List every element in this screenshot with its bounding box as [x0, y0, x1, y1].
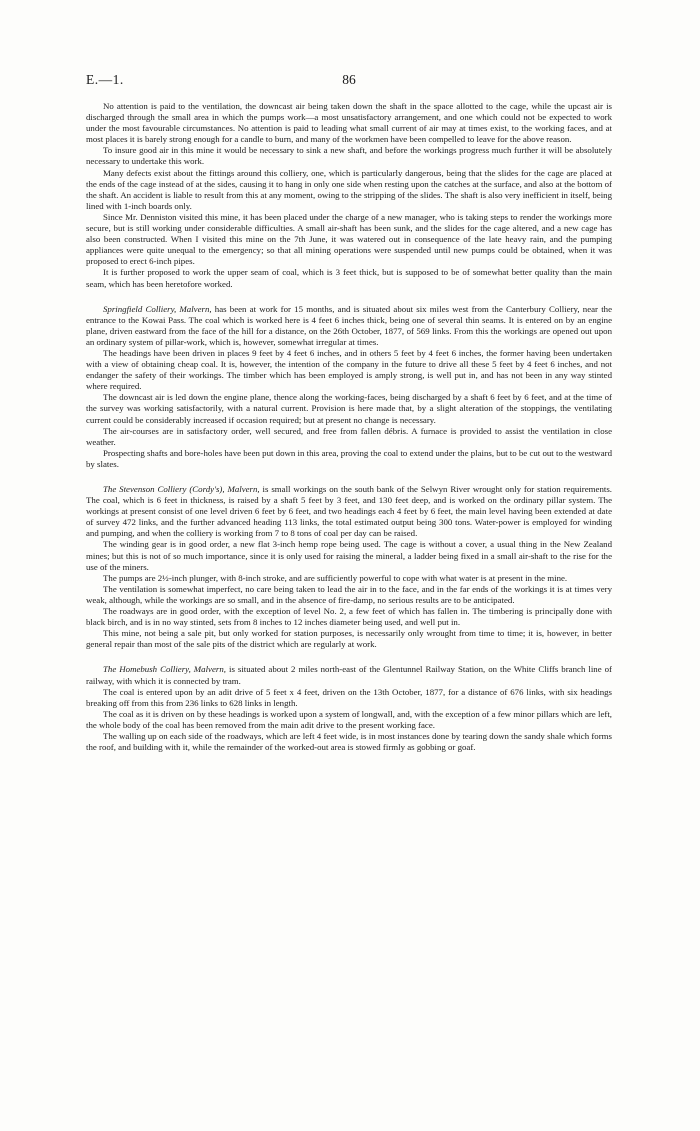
page-header [86, 72, 612, 96]
paragraph: Since Mr. Denniston visited this mine, it has been placed under the charge of a new manager, who is taking steps to render the workings more secure, but is still working under considerable difficulties. A small air-shaft has been sunk, and the slides for the cage altered, and a new cage has also been constructed. When I visited this mine on the 7th June, it was watered out in consequence of the late heavy rain, and the pumping appliances were quite unequal to the emergency; so that all mining operations were suspended until new pumps could be obtained, when it was proposed to erect 6-inch pipes. [86, 211, 612, 267]
paragraph-lead [86, 664, 612, 686]
paragraph-text: has been at work for 15 months, and is situated about six miles west from the Canterbury Colliery, near the entrance to the Kowai Pass. The coal which is worked here is 4 feet 6 inches thick, being one of several thin seams. It is entered on by an engine plane, driven eastward from the face of the hill for a distance, on the 26th October, 1877, of 569 links. From this the workings are opened out upon an ordinary system of pillar-work, which is, however, somewhat irregular at times. [86, 303, 612, 347]
page-number: 86 [342, 72, 356, 87]
paragraph-text: is situated about 2 miles north-east of the Glentunnel Railway Station, on the White Cliffs branch line of railway, with which it is connected by tram. [86, 664, 612, 686]
section-stevenson-colliery [86, 484, 612, 650]
paragraph: The coal is entered upon by an adit drive of 5 feet x 4 feet, driven on the 13th October, 1877, for a distance of 676 links, with six headings breaking off from this from 236 links to 628 links in length. [86, 686, 612, 708]
paragraph: The winding gear is in good order, a new flat 3-inch hemp rope being used. The cage is without a cover, a usual thing in the New Zealand mines; but this is not of so much importance, since it is only used for raising the mineral, a ladder being fixed in a small air-shaft to the rise for the use of the miners. [86, 539, 612, 572]
section-continuation [86, 101, 612, 290]
paragraph: The downcast air is led down the engine plane, thence along the working-faces, being discharged by a shaft 6 feet by 6 feet, and at the time of the survey was working satisfactorily, with a natural current. Provision is here made that, by a slight alteration of the stoppings, the ventilating current could be considerably increased if occasion required; but at present no change is necessary. [86, 392, 612, 425]
paragraph: To insure good air in this mine it would be necessary to sink a new shaft, and before the workings progress much further it will be absolutely necessary to undertake this work. [86, 145, 612, 167]
section-homebush-colliery [86, 664, 612, 753]
colliery-name: Springfield Colliery, Malvern, [103, 303, 212, 314]
paragraph: The coal as it is driven on by these headings is worked upon a system of longwall, and, with the exception of a few minor pillars which are left, the whole body of the coal has been removed from the main adit drive to the present working face. [86, 708, 612, 730]
paragraph: The roadways are in good order, with the exception of level No. 2, a few feet of which has fallen in. The timbering is principally done with black birch, and is in no way stinted, sets from 8 inches to 12 inches diameter being used, and well put in. [86, 606, 612, 628]
paragraph: The headings have been driven in places 9 feet by 4 feet 6 inches, and in others 5 feet by 4 feet 6 inches, the former having been undertaken with a view of obtaining cheap coal. It is, however, the intention of the company in the future to drive all these 5 feet by 4 feet 6 inches, and not endanger the safety of their workings. The timber which has been employed is amply strong, is well put in, and has not been in any way stinted where required. [86, 347, 612, 392]
paragraph: The walling up on each side of the roadways, which are left 4 feet wide, is in most instances done by tearing down the sandy shale which forms the roof, and building with it, while the remainder of the worked-out area is stowed firmly as gobbing or goaf. [86, 730, 612, 753]
colliery-name: The Homebush Colliery, Malvern, [103, 664, 226, 675]
paragraph-lead [86, 304, 612, 348]
paragraph: The air-courses are in satisfactory order, well secured, and free from fallen débris. A furnace is provided to assist the ventilation in close weather. [86, 425, 612, 447]
paragraph: The ventilation is somewhat imperfect, no care being taken to lead the air in to the face, and in the far ends of the workings it is at times very weak, although, while the workings are so small, and in the absence of fire-damp, no serious results are to be anticipated. [86, 583, 612, 605]
document-page [86, 72, 612, 753]
section-springfield-colliery [86, 304, 612, 470]
paragraph: It is further proposed to work the upper seam of coal, which is 3 feet thick, but is supposed to be of somewhat better quality than the main seam, which has been heretofore worked. [86, 267, 612, 289]
paragraph: Prospecting shafts and bore-holes have been put down in this area, proving the coal to extend under the plains, but to be cut out to the westward by slates. [86, 447, 612, 469]
paragraph: The pumps are 2½-inch plunger, with 8-inch stroke, and are sufficiently powerful to cope with what water is at present in the mine. [103, 572, 568, 583]
paragraph-lead [86, 484, 612, 539]
series-label: E.—1. [86, 72, 124, 87]
colliery-name: The Stevenson Colliery (Cordy's), Malvern, [103, 484, 260, 494]
paragraph-text: is small workings on the south bank of the Selwyn River wrought only for station requirements. The coal, which is 6 feet in thickness, is raised by a shaft 5 feet by 3 feet, and 130 feet deep, and is worked on the ordinary pillar system. The workings at present consist of one level driven 6 feet by 6 feet, and two headings each 4 feet by 6 feet, the main level having been extended at date of survey 472 links, and the further advanced heading 113 links, the total estimated output being 300 tons. Water-power is employed for winding and pumping, and when the colliery is working from 7 to 8 tons of coal per day can be raised. [86, 484, 612, 539]
paragraph: This mine, not being a sale pit, but only worked for station purposes, is necessarily only wrought from time to time; it is, however, in better general repair than most of the sale pits of the district which are regularly at work. [86, 628, 612, 650]
paragraph: Many defects exist about the fittings around this colliery, one, which is particularly dangerous, being that the slides for the cage are placed at the ends of the cage instead of at the sides, causing it to hang in only one side when resting upon the catches at the surface, and also at the bottom of the shaft. An accident is liable to result from this at any moment, owing to the stripping of the slides. The shaft is also very inefficient in itself, being lined with 1-inch boards only. [86, 167, 612, 211]
paragraph: No attention is paid to the ventilation, the downcast air being taken down the shaft in the space allotted to the cage, while the upcast air is discharged through the small area in which the pumps work—a most unsatisfactory arrangement, and one which could not be expected to work under the most favourable circumstances. No attention is paid to leading what small current of air may at times exist, to the working faces, and at most places it is barely strong enough for a candle to burn, and many of the workmen have been compelled to leave for the above reason. [86, 101, 612, 145]
